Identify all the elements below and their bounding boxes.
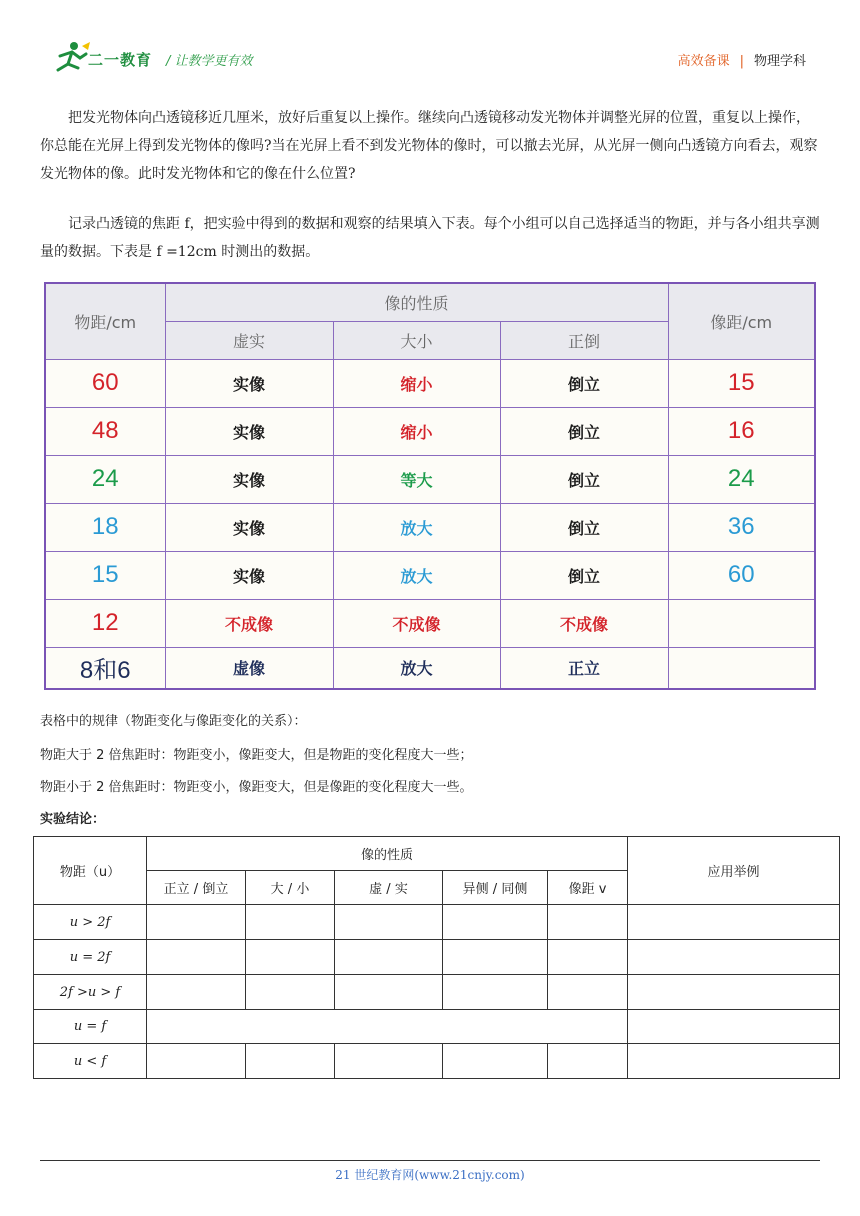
cell-v: 16 (668, 407, 815, 455)
paragraph-2: 记录凸透镜的焦距 f，把实验中得到的数据和观察的结果填入下表。每个小组可以自己选择适当的物距，并与各小组共享测量的数据。下表是 f =12cm 时测出的数据。 (40, 216, 820, 260)
table-row (45, 407, 815, 455)
blank-cell[interactable] (628, 1044, 840, 1079)
header-orientation: 正倒 (500, 321, 668, 359)
cell-u: 48 (45, 407, 165, 455)
cell-size: 缩小 (333, 407, 500, 455)
blank-cell[interactable] (443, 905, 548, 940)
blank-cell[interactable] (147, 975, 246, 1010)
cell-orient: 倒立 (500, 407, 668, 455)
condition-cell: u < f (34, 1044, 147, 1079)
cell-orient: 倒立 (500, 359, 668, 407)
cell-v: 60 (668, 551, 815, 599)
cell-rv: 实像 (165, 503, 333, 551)
cell-v (668, 599, 815, 647)
cell-orient: 倒立 (500, 551, 668, 599)
header-image-distance: 像距/cm (668, 283, 815, 359)
table-row (45, 647, 815, 689)
cell-size: 等大 (333, 455, 500, 503)
header-separator: | (739, 54, 744, 69)
cell-v: 36 (668, 503, 815, 551)
slogan: / 让教学更有效 (166, 54, 253, 69)
cell-rv: 实像 (165, 407, 333, 455)
experiment-data-table (44, 282, 816, 690)
blank-cell[interactable] (335, 975, 443, 1010)
condition-cell: u = f (34, 1010, 147, 1044)
cell-size: 放大 (333, 647, 500, 689)
blank-cell[interactable] (335, 940, 443, 975)
blank-cell[interactable] (246, 975, 335, 1010)
table-row (34, 940, 840, 975)
blank-cell[interactable] (548, 975, 628, 1010)
table-row (45, 455, 815, 503)
cell-orient: 正立 (500, 647, 668, 689)
runner-logo-icon (52, 40, 92, 74)
header-image-distance-v: 像距 v (548, 871, 628, 905)
blank-cell[interactable] (628, 975, 840, 1010)
header-application: 应用举例 (628, 837, 840, 905)
subject-label: 物理学科 (753, 54, 806, 69)
conclusion-table (33, 836, 840, 1079)
blank-cell[interactable] (335, 905, 443, 940)
condition-cell: 2f >u > f (34, 975, 147, 1010)
header-size: 大 / 小 (246, 871, 335, 905)
footer-divider (40, 1160, 820, 1161)
cell-orient: 倒立 (500, 455, 668, 503)
cell-v: 24 (668, 455, 815, 503)
logo-text: 二一教育 (88, 51, 153, 69)
table-row (34, 1010, 840, 1044)
blank-cell[interactable] (628, 1010, 840, 1044)
conclusion-title: 实验结论： (40, 812, 106, 827)
header-orientation: 正立 / 倒立 (147, 871, 246, 905)
footer-text: 21 世纪教育网(www.21cnjy.com) (335, 1168, 525, 1182)
header-size: 大小 (333, 321, 500, 359)
cell-u: 8和6 (45, 647, 165, 689)
table-row (34, 905, 840, 940)
cell-u: 15 (45, 551, 165, 599)
cell-size: 放大 (333, 551, 500, 599)
condition-cell: u = 2f (34, 940, 147, 975)
cell-size: 不成像 (333, 599, 500, 647)
cell-v (668, 647, 815, 689)
header-right (678, 50, 806, 69)
cell-orient: 不成像 (500, 599, 668, 647)
cell-u: 12 (45, 599, 165, 647)
header-image-nature: 像的性质 (165, 283, 668, 321)
cell-rv: 实像 (165, 551, 333, 599)
table-row (45, 359, 815, 407)
page-header (0, 0, 860, 80)
blank-cell[interactable] (548, 940, 628, 975)
blank-cell[interactable] (548, 1044, 628, 1079)
table-row (45, 551, 815, 599)
table-row (45, 503, 815, 551)
pattern-rule-2: 物距小于 2 倍焦距时：物距变小，像距变大，但是像距的变化程度大一些。 (40, 780, 473, 795)
header-image-nature: 像的性质 (147, 837, 628, 871)
cell-orient: 倒立 (500, 503, 668, 551)
blank-cell[interactable] (246, 905, 335, 940)
cell-u: 60 (45, 359, 165, 407)
blank-cell[interactable] (443, 975, 548, 1010)
header-side: 异侧 / 同侧 (443, 871, 548, 905)
blank-cell[interactable] (246, 940, 335, 975)
blank-cell[interactable] (147, 1044, 246, 1079)
cell-rv: 实像 (165, 455, 333, 503)
condition-cell: u > 2f (34, 905, 147, 940)
blank-cell[interactable] (628, 905, 840, 940)
cell-rv: 虚像 (165, 647, 333, 689)
cell-rv: 实像 (165, 359, 333, 407)
cell-size: 缩小 (333, 359, 500, 407)
header-real-virtual: 虚实 (165, 321, 333, 359)
blank-cell[interactable] (548, 905, 628, 940)
blank-cell[interactable] (628, 940, 840, 975)
course-label: 高效备课 (677, 54, 730, 69)
header-real-virtual: 虚 / 实 (335, 871, 443, 905)
cell-u: 18 (45, 503, 165, 551)
cell-rv: 不成像 (165, 599, 333, 647)
paragraph-1: 把发光物体向凸透镜移近几厘米，放好后重复以上操作。继续向凸透镜移动发光物体并调整光屏的位置，重复以上操作，你总能在光屏上得到发光物体的像吗?当在光屏上看不到发光物体的像时，可以撤去光屏，从光屏一侧向凸透镜方向看去，观察发光物体的像。此时发光物体和它的像在什么位置? (40, 110, 818, 182)
blank-cell[interactable] (246, 1044, 335, 1079)
table-row (45, 599, 815, 647)
blank-cell[interactable] (443, 940, 548, 975)
blank-cell[interactable] (147, 940, 246, 975)
header-object-distance: 物距/cm (45, 283, 165, 359)
table-row (34, 975, 840, 1010)
blank-cell[interactable] (147, 905, 246, 940)
table-row (34, 1044, 840, 1079)
pattern-rule-1: 物距大于 2 倍焦距时：物距变小，像距变大，但是物距的变化程度大一些； (40, 748, 473, 763)
cell-size: 放大 (333, 503, 500, 551)
blank-cell[interactable] (443, 1044, 548, 1079)
cell-u: 24 (45, 455, 165, 503)
header-object-distance-u: 物距（u） (34, 837, 147, 905)
logo (52, 40, 172, 74)
pattern-intro: 表格中的规律（物距变化与像距变化的关系）： (40, 714, 307, 729)
blank-cell[interactable] (147, 1010, 628, 1044)
blank-cell[interactable] (335, 1044, 443, 1079)
cell-v: 15 (668, 359, 815, 407)
